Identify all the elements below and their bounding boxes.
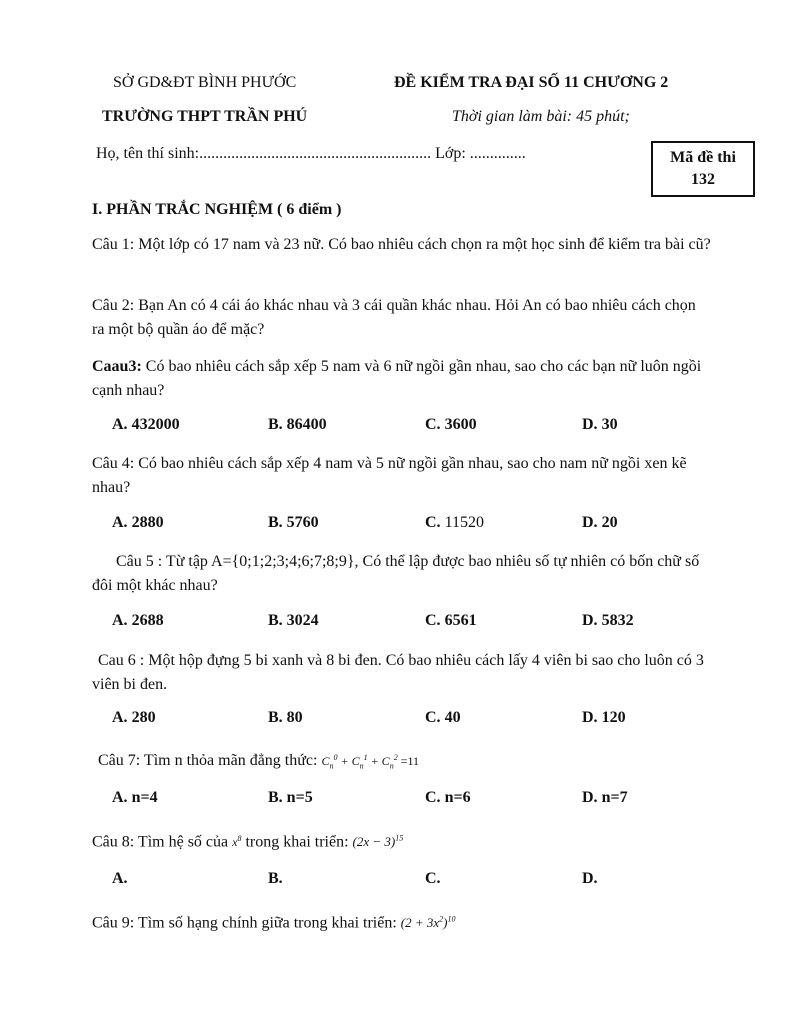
option-b[interactable]: B. 80 xyxy=(268,709,303,726)
question-7: Câu 7: Tìm n thỏa mãn đẳng thức: $C_n^0 + C_n^1 + C_n^2 =11$ xyxy=(98,752,420,771)
exam-code-label: Mã đề thi xyxy=(670,149,736,166)
option-b[interactable]: B. 3024 xyxy=(268,612,319,629)
question-4: Câu 4: Có bao nhiêu cách sắp xếp 4 nam và 5 nữ ngồi gần nhau, sao cho nam nữ ngồi xen kẽ nhau? xyxy=(92,455,687,496)
question-5: Câu 5 : Từ tập A={0;1;2;3;4;6;7;8;9}, Có thể lập được bao nhiêu số tự nhiên có bốn chữ số đôi một khác nhau? xyxy=(92,553,700,594)
option-d[interactable]: D. 120 xyxy=(582,709,626,726)
power-x8: $x^8$ xyxy=(232,834,242,850)
expansion-expression: $(2 + 3x^2)^{10}$ xyxy=(400,915,456,931)
option-c[interactable]: C. 40 xyxy=(425,709,461,726)
question-6-options xyxy=(112,709,672,731)
question-5-options xyxy=(112,612,672,634)
question-1: Câu 1: Một lớp có 17 nam và 23 nữ. Có bao nhiêu cách chọn ra một học sinh để kiểm tra bài cũ? xyxy=(92,236,711,253)
option-c[interactable]: C. n=6 xyxy=(425,789,471,806)
question-4-options xyxy=(112,514,672,536)
option-a[interactable]: A. 2688 xyxy=(112,612,164,629)
question-6: Cau 6 : Một hộp đựng 5 bi xanh và 8 bi đen. Có bao nhiêu cách lấy 4 viên bi sao cho luôn có 3 viên bi đen. xyxy=(92,652,704,693)
question-3-text: Có bao nhiêu cách sắp xếp 5 nam và 6 nữ ngồi gần nhau, sao cho các bạn nữ luôn ngồi cạnh nhau? xyxy=(92,358,702,399)
exam-title: ĐỀ KIỂM TRA ĐẠI SỐ 11 CHƯƠNG 2 xyxy=(394,74,669,91)
student-info-line: Họ, tên thí sinh:.......................................................... Lớp: .............. xyxy=(96,145,526,162)
option-a[interactable]: A. n=4 xyxy=(112,789,158,806)
option-c[interactable]: C. 6561 xyxy=(425,612,477,629)
binomial-sum-formula: $C_n^0 + C_n^1 + C_n^2 =11$ xyxy=(321,753,420,771)
question-9: Câu 9: Tìm số hạng chính giữa trong khai triển: $(2 + 3x^2)^{10}$ xyxy=(92,914,456,932)
option-b[interactable]: B. n=5 xyxy=(268,789,313,806)
question-3 xyxy=(92,355,712,403)
option-d[interactable]: D. 5832 xyxy=(582,612,634,629)
section-title: I. PHẦN TRẮC NGHIỆM ( 6 điểm ) xyxy=(92,201,342,218)
question-8: Câu 8: Tìm hệ số của $x^8$ trong khai triển: $(2x - 3)^{15}$ xyxy=(92,833,404,851)
option-d[interactable]: D. xyxy=(582,870,598,887)
option-a[interactable]: A. xyxy=(112,870,128,887)
option-b[interactable]: B. 86400 xyxy=(268,416,327,433)
school-name: TRƯỜNG THPT TRẦN PHÚ xyxy=(102,108,308,125)
question-2: Câu 2: Bạn An có 4 cái áo khác nhau và 3 cái quần khác nhau. Hỏi An có bao nhiêu cách chọn ra một bộ quần áo để mặc? xyxy=(92,297,696,338)
option-b[interactable]: B. 5760 xyxy=(268,514,319,531)
option-a[interactable]: A. 280 xyxy=(112,709,156,726)
option-a[interactable]: A. 432000 xyxy=(112,416,180,433)
set-notation: {0;1;2;3;4;6;7;8;9} xyxy=(231,553,355,570)
exam-code-box xyxy=(651,141,755,197)
option-d[interactable]: D. 20 xyxy=(582,514,618,531)
option-c[interactable]: C. 3600 xyxy=(425,416,477,433)
question-3-options xyxy=(112,416,672,438)
exam-code-value: 132 xyxy=(691,171,715,188)
option-a[interactable]: A. 2880 xyxy=(112,514,164,531)
department-name: SỞ GD&ĐT BÌNH PHƯỚC xyxy=(113,74,297,91)
option-d[interactable]: D. n=7 xyxy=(582,789,628,806)
question-7-options xyxy=(112,789,672,811)
expansion-expression: $(2x - 3)^{15}$ xyxy=(352,834,404,850)
question-8-options xyxy=(112,870,672,892)
exam-time: Thời gian làm bài: 45 phút; xyxy=(452,108,630,125)
option-d[interactable]: D. 30 xyxy=(582,416,618,433)
option-c[interactable]: C. xyxy=(425,870,441,887)
question-3-label: Caau3: xyxy=(92,358,142,375)
option-c[interactable]: C. 11520 xyxy=(425,514,484,531)
option-b[interactable]: B. xyxy=(268,870,283,887)
